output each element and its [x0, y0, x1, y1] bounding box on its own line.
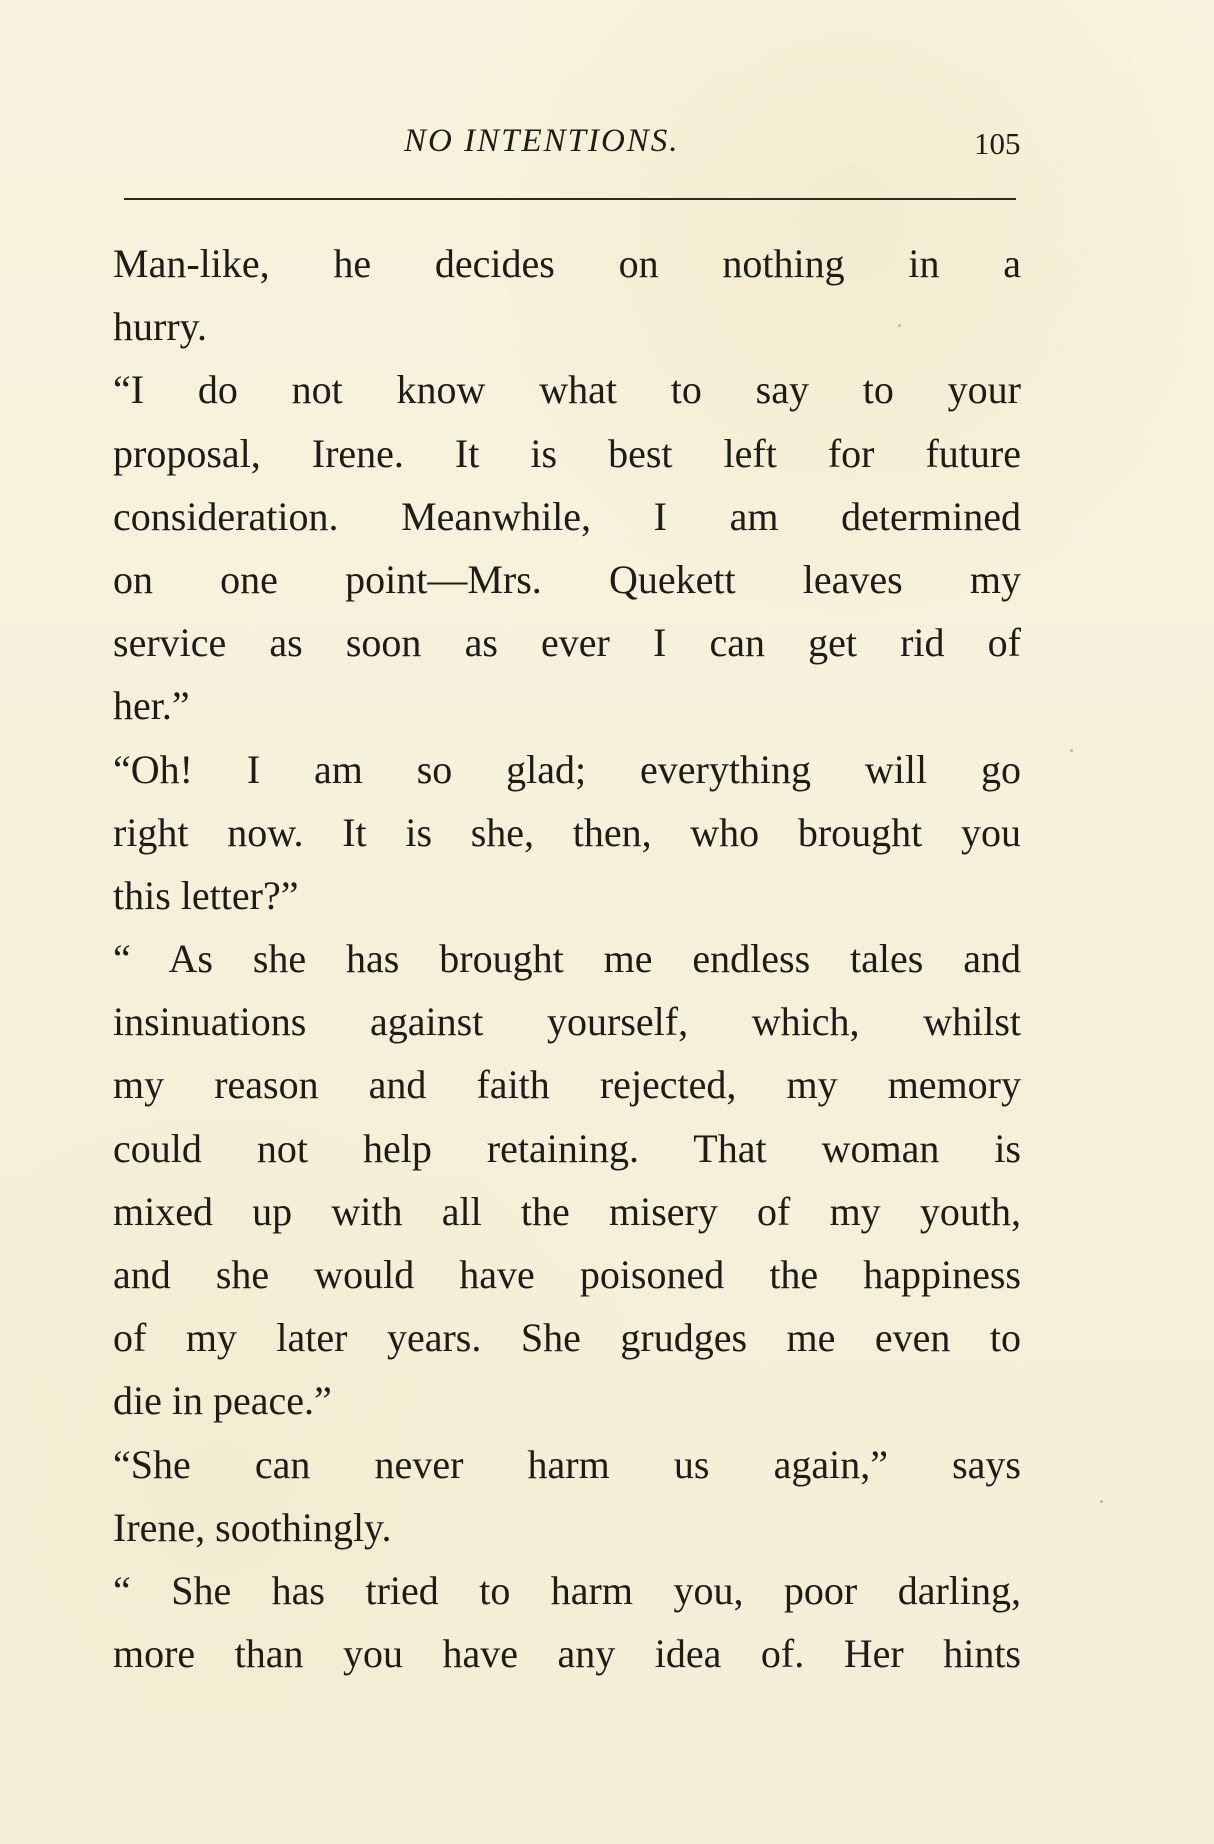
page-number: 105 — [974, 126, 1021, 161]
text-line: my reason and faith rejected, my memory — [113, 1062, 1021, 1108]
text-line: on one point—Mrs. Quekett leaves my — [113, 556, 1021, 602]
text-line: her.” — [113, 683, 190, 729]
paper-speck — [1100, 1500, 1103, 1503]
text-line: “She can never harm us again,” says — [113, 1441, 1021, 1487]
text-line: hurry. — [113, 304, 208, 350]
text-line: proposal, Irene. It is best left for future — [113, 430, 1021, 476]
text-line: insinuations against yourself, which, whilst — [113, 999, 1021, 1045]
body-text — [113, 232, 1021, 1685]
text-line: Man-like, he decides on nothing in a — [113, 241, 1021, 286]
text-line: “I do not know what to say to your — [113, 367, 1021, 413]
paper-speck — [1070, 749, 1073, 752]
header-rule — [124, 198, 1016, 200]
text-line: of my later years. She grudges me even to — [113, 1315, 1021, 1361]
text-line: this letter?” — [113, 872, 299, 918]
text-line: right now. It is she, then, who brought you — [113, 809, 1021, 855]
text-line: more than you have any idea of. Her hints — [113, 1631, 1021, 1677]
page-header — [0, 125, 1214, 173]
text-line: “ She has tried to harm you, poor darling, — [113, 1567, 1021, 1613]
text-line: consideration. Meanwhile, I am determined — [113, 493, 1021, 539]
text-line: Irene, soothingly. — [113, 1504, 392, 1550]
text-line: could not help retaining. That woman is — [113, 1125, 1021, 1171]
paper-speck — [898, 324, 901, 327]
text-line: die in peace.” — [113, 1378, 332, 1424]
running-title: NO INTENTIONS. — [404, 123, 680, 159]
text-line: service as soon as ever I can get rid of — [113, 620, 1021, 666]
text-line: and she would have poisoned the happiness — [113, 1252, 1021, 1297]
text-line: mixed up with all the misery of my youth, — [113, 1188, 1021, 1234]
text-line: “ As she has brought me endless tales and — [113, 936, 1021, 982]
text-line: “Oh! I am so glad; everything will go — [113, 746, 1021, 792]
